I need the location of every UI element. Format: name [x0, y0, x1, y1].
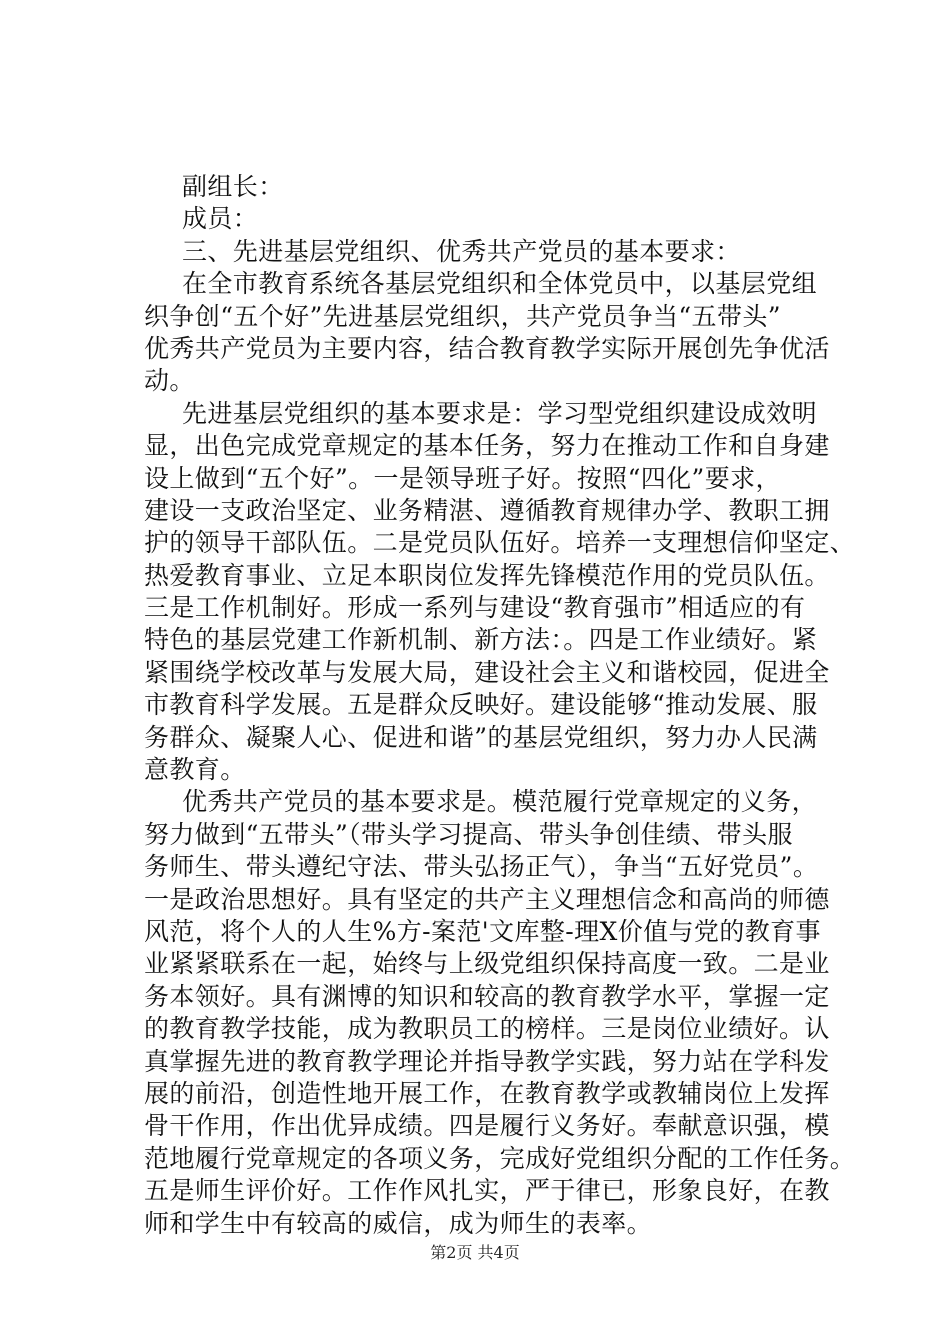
text-line: 师和学生中有较高的威信，成为师生的表率。 [144, 1208, 653, 1238]
text-line: 五是师生评价好。工作作风扎实，严于律已，形象良好，在教 [144, 1176, 830, 1206]
text-line: 三是工作机制好。形成一系列与建设“教育强市”相适应的有 [144, 593, 806, 623]
text-line: 热爱教育事业、立足本职岗位发挥先锋模范作用的党员队伍。 [144, 560, 830, 590]
text-line: 务师生、带头遵纪守法、带头弘扬正气），争当“五好党员”。 [144, 852, 819, 882]
text-line: 一是政治思想好。具有坚定的共产主义理想信念和高尚的师德 [144, 884, 830, 914]
text-line: 设上做到“五个好”。一是领导班子好。按照“四化”要求， [144, 463, 781, 493]
text-line: 成员： [182, 204, 259, 234]
text-line: 展的前沿，创造性地开展工作，在教育教学或教辅岗位上发挥 [144, 1078, 830, 1108]
text-line: 织争创“五个好”先进基层党组织，共产党员争当“五带头” [144, 301, 781, 331]
text-line: 努力做到“五带头”（带头学习提高、带头争创佳绩、带头服 [144, 819, 793, 849]
text-line: 务本领好。具有渊博的知识和较高的教育教学水平，掌握一定 [144, 981, 830, 1011]
text-line: 优秀共产党员的基本要求是。模范履行党章规定的义务， [182, 787, 818, 817]
text-line: 市教育科学发展。五是群众反映好。建设能够“推动发展、服 [144, 690, 818, 720]
text-line: 紧围绕学校改革与发展大局，建设社会主义和谐校园，促进全 [144, 657, 830, 687]
text-line: 在全市教育系统各基层党组织和全体党员中，以基层党组 [182, 269, 818, 299]
text-line: 动。 [144, 366, 195, 396]
text-line: 真掌握先进的教育教学理论并指导教学实践，努力站在学科发 [144, 1046, 830, 1076]
text-line: 建设一支政治坚定、业务精湛、遵循教育规律办学、教职工拥 [144, 495, 830, 525]
text-line: 范地履行党章规定的各项义务，完成好党组织分配的工作任务。 [144, 1143, 856, 1173]
text-line: 的教育教学技能，成为教职员工的榜样。三是岗位业绩好。认 [144, 1014, 830, 1044]
section-heading: 三、先进基层党组织、优秀共产党员的基本要求： [182, 236, 741, 266]
text-line: 护的领导干部队伍。二是党员队伍好。培养一支理想信仰坚定、 [144, 528, 856, 558]
text-line: 风范，将个人的人生%方-案范'文库整-理X价值与党的教育事 [144, 916, 821, 946]
text-line: 副组长： [182, 172, 284, 201]
text-line: 先进基层党组织的基本要求是：学习型党组织建设成效明 [182, 398, 818, 428]
text-line: 务群众、凝聚人心、促进和谐”的基层党组织，努力办人民满 [144, 722, 818, 752]
text-line: 特色的基层党建工作新机制、新方法：。四是工作业绩好。紧 [144, 625, 818, 655]
text-line: 业紧紧联系在一起，始终与上级党组织保持高度一致。二是业 [144, 949, 830, 979]
page-number-footer: 第2页 共4页 [430, 1243, 520, 1262]
text-line: 显，出色完成党章规定的基本任务，努力在推动工作和自身建 [144, 431, 830, 461]
text-line: 意教育。 [144, 755, 246, 785]
document-body [144, 171, 856, 1240]
text-line: 优秀共产党员为主要内容，结合教育教学实际开展创先争优活 [144, 333, 830, 363]
text-line: 骨干作用，作出优异成绩。四是履行义务好。奉献意识强，模 [144, 1111, 830, 1141]
